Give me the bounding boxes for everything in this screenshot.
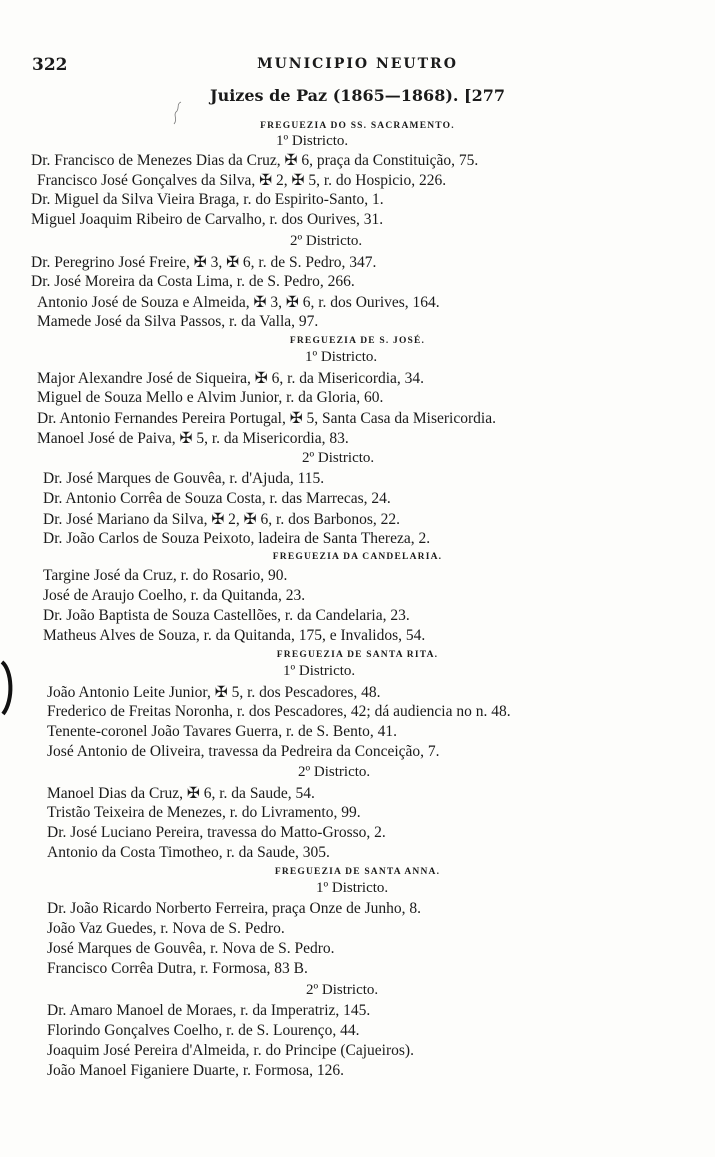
district-heading: 1º Districto. [276, 133, 349, 149]
entry: Mamede José da Silva Passos, r. da Valla, 97. [37, 313, 319, 330]
entry: Dr. Francisco de Menezes Dias da Cruz, ✠ 6, praça da Constituição, 75. [31, 152, 479, 169]
entry: José Marques de Gouvêa, r. Nova de S. Pedro. [47, 940, 335, 957]
entry: Matheus Alves de Souza, r. da Quitanda, 175, e Invalidos, 54. [43, 627, 426, 644]
entry: João Manoel Figaniere Duarte, r. Formosa, 126. [47, 1062, 345, 1079]
district-heading: 1º Districto. [316, 880, 389, 896]
entry: João Antonio Leite Junior, ✠ 5, r. dos Pescadores, 48. [47, 684, 381, 701]
district-heading: 1º Districto. [283, 663, 356, 679]
entry: Frederico de Freitas Noronha, r. dos Pescadores, 42; dá audiencia no n. 48. [47, 703, 511, 720]
entry: Manoel Dias da Cruz, ✠ 6, r. da Saude, 54. [47, 785, 315, 802]
entry: José Antonio de Oliveira, travessa da Pedreira da Conceição, 7. [47, 743, 440, 760]
entry: Dr. Miguel da Silva Vieira Braga, r. do Espirito-Santo, 1. [31, 191, 384, 208]
entry: Dr. Amaro Manoel de Moraes, r. da Imperatriz, 145. [47, 1002, 371, 1019]
parish-heading: FREGUEZIA DE SANTA RITA. [276, 650, 439, 660]
entry: Dr. Peregrino José Freire, ✠ 3, ✠ 6, r. de S. Pedro, 347. [31, 254, 377, 271]
entry: Dr. Antonio Corrêa de Souza Costa, r. das Marrecas, 24. [43, 490, 391, 507]
entry: João Vaz Guedes, r. Nova de S. Pedro. [47, 920, 285, 937]
entry: Dr. José Mariano da Silva, ✠ 2, ✠ 6, r. dos Barbonos, 22. [43, 511, 401, 528]
entry: Antonio da Costa Timotheo, r. da Saude, 305. [47, 844, 330, 861]
running-head: MUNICIPIO NEUTRO [257, 56, 458, 72]
entry: Manoel José de Paiva, ✠ 5, r. da Misericordia, 83. [37, 430, 349, 447]
entry: Miguel de Souza Mello e Alvim Junior, r. da Gloria, 60. [37, 389, 384, 406]
district-heading: 2º Districto. [306, 982, 379, 998]
entry: Dr. João Carlos de Souza Peixoto, ladeira de Santa Thereza, 2. [43, 530, 431, 547]
entry: Dr. José Moreira da Costa Lima, r. de S. Pedro, 266. [31, 273, 355, 290]
entry: Tristão Teixeira de Menezes, r. do Livramento, 99. [47, 804, 361, 821]
district-heading: 2º Districto. [290, 233, 363, 249]
parish-heading: FREGUEZIA DA CANDELARIA. [272, 552, 443, 562]
entry: Joaquim José Pereira d'Almeida, r. do Principe (Cajueiros). [47, 1042, 414, 1059]
entry: José de Araujo Coelho, r. da Quitanda, 23. [43, 587, 306, 604]
entry: Antonio José de Souza e Almeida, ✠ 3, ✠ 6, r. dos Ourives, 164. [37, 294, 440, 311]
entry: Tenente-coronel João Tavares Guerra, r. de S. Bento, 41. [47, 723, 398, 740]
entry: Dr. João Baptista de Souza Castellões, r. da Candelaria, 23. [43, 607, 410, 624]
district-heading: 2º Districto. [302, 450, 375, 466]
entry: Francisco José Gonçalves da Silva, ✠ 2, ✠ 5, r. do Hospicio, 226. [37, 172, 447, 189]
entry: Dr. José Marques de Gouvêa, r. d'Ajuda, 115. [43, 470, 325, 487]
page-number: 322 [32, 55, 68, 75]
district-heading: 1º Districto. [305, 349, 378, 365]
binding-mark-icon [0, 660, 16, 716]
entry: Florindo Gonçalves Coelho, r. de S. Lourenço, 44. [47, 1022, 360, 1039]
entry: Dr. José Luciano Pereira, travessa do Matto-Grosso, 2. [47, 824, 386, 841]
entry: Major Alexandre José de Siqueira, ✠ 6, r. da Misericordia, 34. [37, 370, 425, 387]
parish-heading: FREGUEZIA DE SANTA ANNA. [274, 867, 441, 877]
entry: Miguel Joaquim Ribeiro de Carvalho, r. dos Ourives, 31. [31, 211, 384, 228]
district-heading: 2º Districto. [298, 764, 371, 780]
page-subtitle: Juizes de Paz (1865—1868). [277 [210, 86, 505, 105]
entry: Dr. João Ricardo Norberto Ferreira, praça Onze de Junho, 8. [47, 900, 422, 917]
entry: Targine José da Cruz, r. do Rosario, 90. [43, 567, 288, 584]
entry: Dr. Antonio Fernandes Pereira Portugal, ✠ 5, Santa Casa da Misericordia. [37, 410, 496, 427]
parish-heading: FREGUEZIA DO SS. SACRAMENTO. [260, 121, 455, 131]
parish-heading: FREGUEZIA DE S. JOSÉ. [289, 336, 426, 346]
entry: Francisco Corrêa Dutra, r. Formosa, 83 B. [47, 960, 308, 977]
